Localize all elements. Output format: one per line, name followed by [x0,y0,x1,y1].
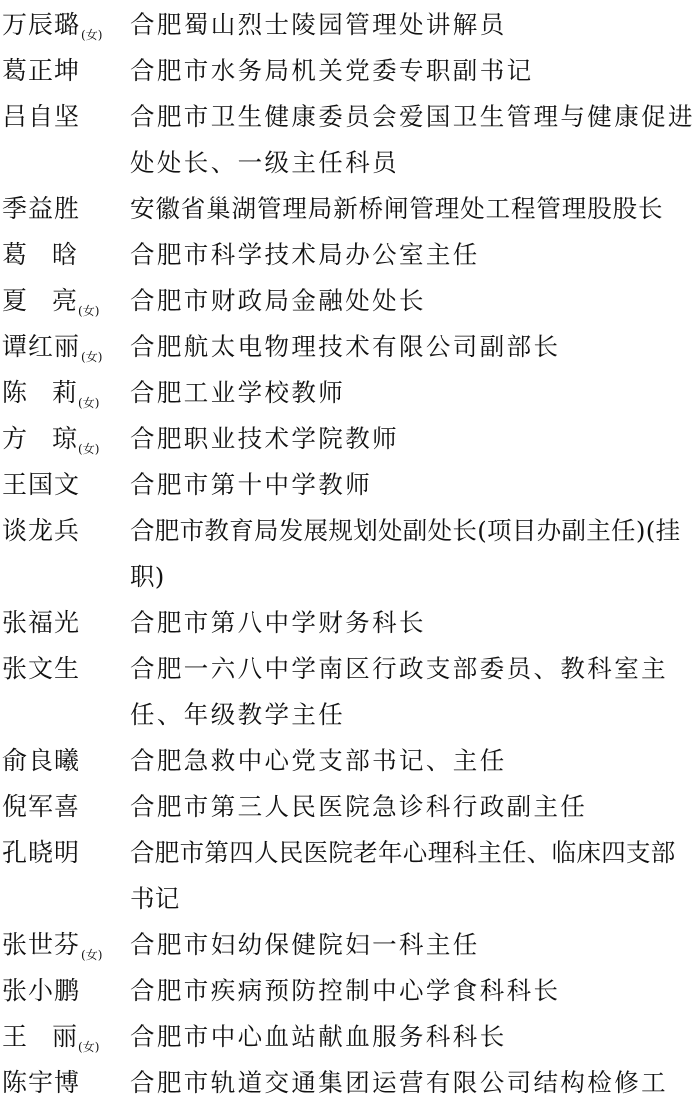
list-item [0,600,700,646]
person-name: 万辰璐 [2,10,81,39]
list-item [0,324,700,370]
person-role: 合肥市第八中学财务科长 [130,608,426,637]
list-item [0,784,700,830]
person-role: 合肥市科学技术局办公室主任 [130,240,480,269]
list-item [0,370,700,416]
gender-note: (女) [81,350,103,364]
person-role: 合肥市妇幼保健院妇一科主任 [130,930,480,959]
list-item [0,278,700,324]
person-name: 陈 莉 [2,378,78,407]
person-role: 合肥市中心血站献血服务科科长 [130,1022,507,1051]
person-role: 合肥市第三人民医院急诊科行政副主任 [130,792,588,821]
person-role: 合肥市疾病预防控制中心学食科科长 [130,976,561,1005]
list-item [0,462,700,508]
person-name: 张小鹏 [2,976,81,1005]
person-name: 孔晓明 [2,838,81,867]
person-name: 夏 亮 [2,286,78,315]
person-name: 谭红丽 [2,332,81,361]
list-item [0,646,700,738]
gender-note: (女) [81,948,103,962]
person-name: 方 琼 [2,424,78,453]
list-item [0,48,700,94]
person-role: 合肥市财政局金融处处长 [130,286,426,315]
person-role: 合肥市卫生健康委员会爱国卫生管理与健康促进处处长、一级主任科员 [130,102,695,177]
person-role: 合肥工业学校教师 [130,378,346,407]
list-item [0,94,700,186]
gender-note: (女) [78,442,100,456]
person-role: 合肥一六八中学南区行政支部委员、教科室主任、年级教学主任 [130,654,668,729]
list-item [0,2,700,48]
gender-note: (女) [78,396,100,410]
list-item [0,968,700,1014]
gender-note: (女) [78,304,100,318]
person-name: 谈龙兵 [2,516,81,545]
person-name: 陈宇博 [2,1068,81,1097]
gender-note: (女) [81,28,103,42]
gender-note: (女) [78,1040,100,1054]
list-item [0,830,700,922]
person-role: 合肥职业技术学院教师 [130,424,399,453]
person-name: 葛正坤 [2,56,81,85]
list-item [0,1014,700,1060]
list-item [0,1060,700,1106]
person-role: 合肥市第十中学教师 [130,470,373,499]
person-role: 合肥急救中心党支部书记、主任 [130,746,507,775]
person-name: 张世芬 [2,930,81,959]
list-item [0,508,700,600]
person-name: 倪军喜 [2,792,81,821]
person-role: 安徽省巢湖管理局新桥闸管理处工程管理股股长 [130,194,664,223]
list-item [0,922,700,968]
person-name: 王 丽 [2,1022,78,1051]
person-name: 王国文 [2,470,81,499]
list-item [0,232,700,278]
person-name: 张福光 [2,608,81,637]
person-role: 合肥蜀山烈士陵园管理处讲解员 [130,10,507,39]
list-item [0,416,700,462]
list-item [0,738,700,784]
person-name: 季益胜 [2,194,81,223]
person-role: 合肥航太电物理技术有限公司副部长 [130,332,561,361]
person-name: 张文生 [2,654,81,683]
person-role: 合肥市教育局发展规划处副处长(项目办副主任)(挂职) [130,516,681,591]
person-role: 合肥市水务局机关党委专职副书记 [130,56,534,85]
list-item [0,186,700,232]
person-name: 俞良曦 [2,746,81,775]
person-role: 合肥市轨道交通集团运营有限公司结构检修工 [130,1068,668,1097]
person-role: 合肥市第四人民医院老年心理科主任、临床四支部书记 [130,838,676,913]
person-name: 葛 晗 [2,240,78,269]
person-name: 吕自坚 [2,102,81,131]
